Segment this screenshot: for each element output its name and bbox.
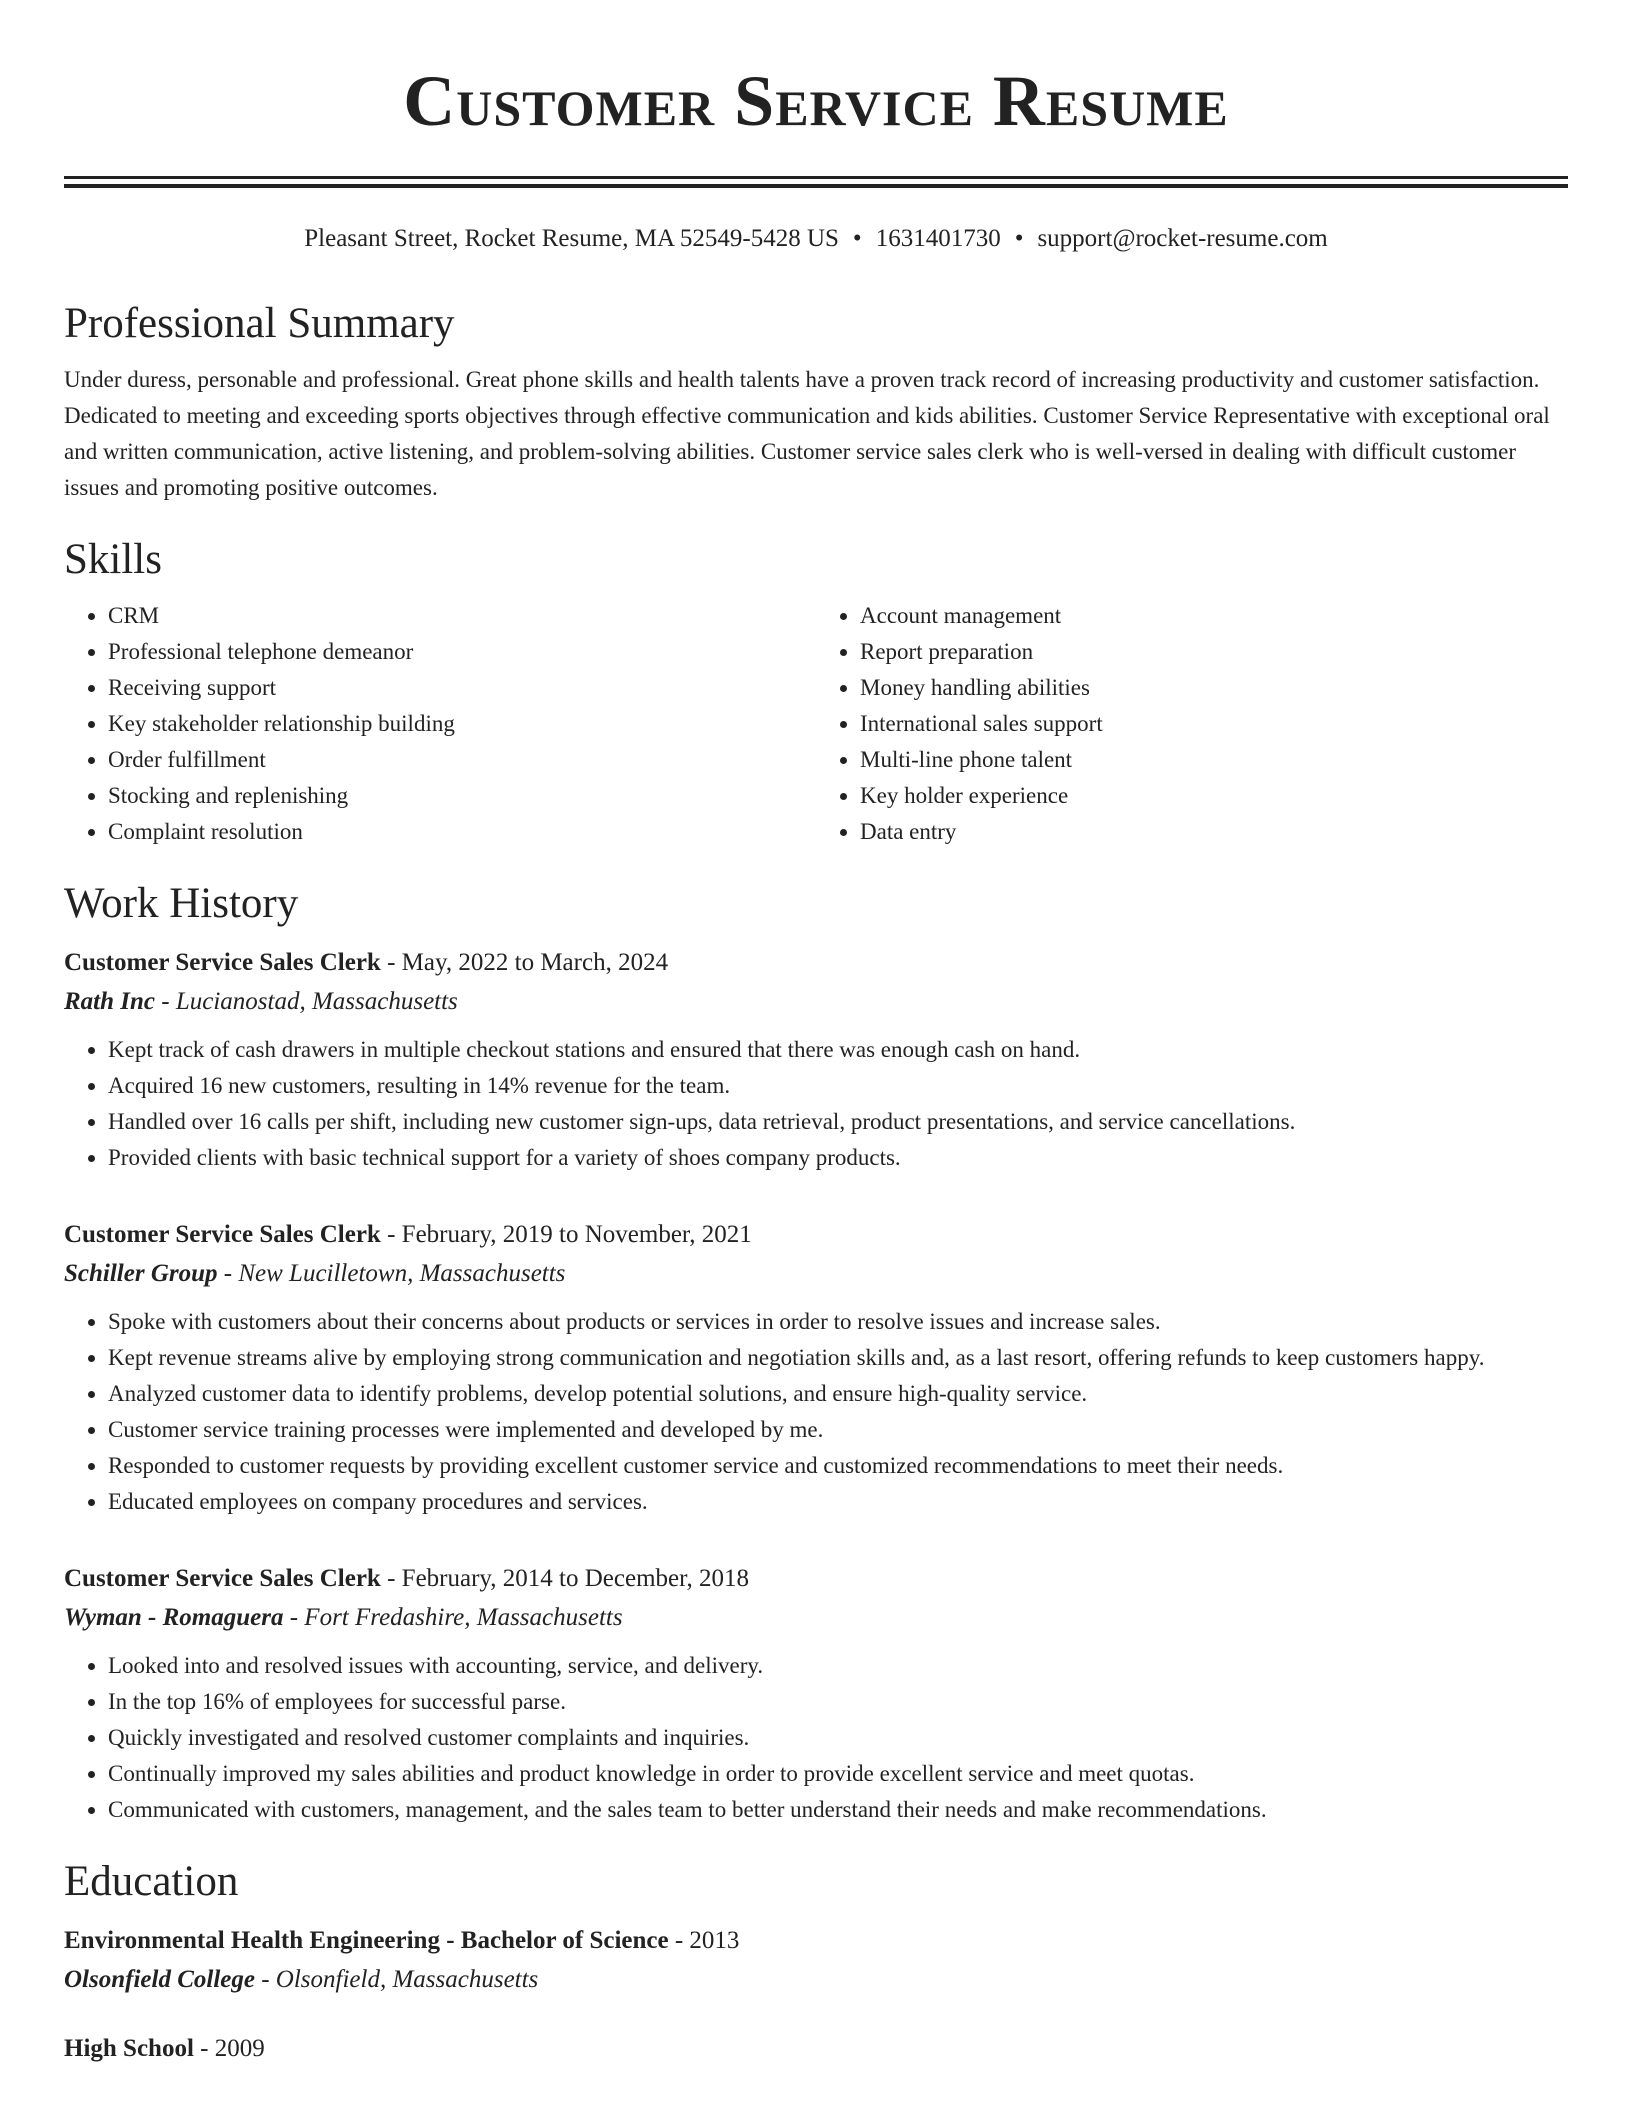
job-company-line — [64, 1254, 1568, 1294]
education-header — [64, 2030, 1568, 2068]
job-bullet: • Customer service training processes were implemented and developed by me. — [108, 1412, 1568, 1448]
job-location: - New Lucilletown, Massachusetts — [217, 1260, 566, 1287]
job-role: Customer Service Sales Clerk — [64, 1221, 381, 1248]
contact-phone: 1631401730 — [875, 225, 1001, 252]
summary-heading: Professional Summary — [64, 300, 455, 347]
job-role: Customer Service Sales Clerk — [64, 949, 381, 976]
education-year: - 2009 — [193, 2035, 265, 2062]
title-divider-bottom — [64, 184, 1568, 188]
job-bullets — [64, 1304, 1568, 1520]
job-company: Schiller Group — [64, 1260, 218, 1287]
resume-page — [64, 0, 1568, 2068]
job-bullet: • Kept revenue streams alive by employing strong communication and negotiation skills and, as a last resort, offering refunds to keep customers happy. — [108, 1340, 1568, 1376]
education-heading: Education — [64, 1858, 239, 1905]
skill-item: • CRM — [108, 598, 816, 634]
job-entry — [64, 944, 1568, 1176]
job-bullet: • Looked into and resolved issues with accounting, service, and delivery. — [108, 1648, 1568, 1684]
job-bullet: • Quickly investigated and resolved customer complaints and inquiries. — [108, 1720, 1568, 1756]
job-entry — [64, 1560, 1568, 1828]
job-company-line — [64, 982, 1568, 1022]
education-degree: High School — [64, 2035, 194, 2062]
skill-item: • Stocking and replenishing — [108, 778, 816, 814]
job-bullet: • Communicated with customers, management, and the sales team to better understand their needs and make recommendations. — [108, 1792, 1568, 1828]
skills-heading: Skills — [64, 536, 162, 583]
skill-item: • Data entry — [860, 814, 1568, 850]
job-company: Rath Inc — [64, 988, 156, 1015]
job-bullet: • Educated employees on company procedures and services. — [108, 1484, 1568, 1520]
skill-item: • Report preparation — [860, 634, 1568, 670]
skill-item: • Complaint resolution — [108, 814, 816, 850]
job-company-line — [64, 1598, 1568, 1638]
contact-address: Pleasant Street, Rocket Resume, MA 52549-5428 US — [304, 225, 839, 252]
job-dates: - February, 2014 to December, 2018 — [380, 1565, 749, 1592]
education-year: - 2013 — [668, 1927, 740, 1954]
summary-text: Under duress, personable and professional. Great phone skills and health talents have a proven track record of increasing productivity and customer satisfaction. Dedicated to meeting and exceeding sports objectives through effective communication and kids abilities. Customer Service Representative with exceptional oral and written communication, active listening, and problem-solving abilities. Customer service sales clerk who is well-versed in dealing with difficult customer issues and promoting positive outcomes. — [64, 367, 1550, 500]
job-role: Customer Service Sales Clerk — [64, 1565, 381, 1592]
job-bullet: • Spoke with customers about their concerns about products or services in order to resolve issues and increase sales. — [108, 1304, 1568, 1340]
skill-item: • Receiving support — [108, 670, 816, 706]
job-company: Wyman - Romaguera — [64, 1604, 284, 1631]
skills-columns — [64, 598, 1568, 850]
job-header — [64, 1560, 1568, 1598]
skill-item: • Order fulfillment — [108, 742, 816, 778]
job-bullet: • Kept track of cash drawers in multiple checkout stations and ensured that there was enough cash on hand. — [108, 1032, 1568, 1068]
job-bullet: • Handled over 16 calls per shift, including new customer sign-ups, data retrieval, product presentations, and service cancellations. — [108, 1104, 1568, 1140]
contact-email: support@rocket-resume.com — [1037, 225, 1328, 252]
job-bullets — [64, 1032, 1568, 1176]
education-header — [64, 1922, 1568, 1960]
skill-item: • Key stakeholder relationship building — [108, 706, 816, 742]
education-school: Olsonfield College — [64, 1966, 255, 1993]
education-location: - Olsonfield, Massachusetts — [254, 1966, 539, 1993]
job-header — [64, 1216, 1568, 1254]
job-bullet: • Analyzed customer data to identify problems, develop potential solutions, and ensure high-quality service. — [108, 1376, 1568, 1412]
skill-item: • Account management — [860, 598, 1568, 634]
contact-line — [64, 224, 1568, 254]
job-entry — [64, 1216, 1568, 1520]
job-header — [64, 944, 1568, 982]
education-entry — [64, 2030, 1568, 2068]
contact-separator: • — [852, 225, 862, 252]
skill-item: • Professional telephone demeanor — [108, 634, 816, 670]
job-dates: - February, 2019 to November, 2021 — [380, 1221, 752, 1248]
skill-item: • International sales support — [860, 706, 1568, 742]
job-bullet: • In the top 16% of employees for successful parse. — [108, 1684, 1568, 1720]
skill-item: • Key holder experience — [860, 778, 1568, 814]
job-bullet: • Responded to customer requests by providing excellent customer service and customized recommendations to meet their needs. — [108, 1448, 1568, 1484]
job-location: - Lucianostad, Massachusetts — [155, 988, 458, 1015]
job-location: - Fort Fredashire, Massachusetts — [283, 1604, 623, 1631]
skill-item: • Multi-line phone talent — [860, 742, 1568, 778]
contact-separator: • — [1014, 225, 1024, 252]
job-bullet: • Provided clients with basic technical support for a variety of shoes company products. — [108, 1140, 1568, 1176]
job-bullet: • Continually improved my sales abilities and product knowledge in order to provide excellent service and meet quotas. — [108, 1756, 1568, 1792]
education-degree: Environmental Health Engineering - Bachelor of Science — [64, 1927, 669, 1954]
job-dates: - May, 2022 to March, 2024 — [380, 949, 669, 976]
job-bullets — [64, 1648, 1568, 1828]
skills-list-right — [816, 598, 1568, 850]
job-bullet: • Acquired 16 new customers, resulting in 14% revenue for the team. — [108, 1068, 1568, 1104]
title-divider-top — [64, 176, 1568, 179]
education-entry — [64, 1922, 1568, 2000]
work-history-heading: Work History — [64, 880, 299, 927]
education-school-line — [64, 1960, 1568, 2000]
page-title: Customer Service Resume — [403, 61, 1229, 141]
skill-item: • Money handling abilities — [860, 670, 1568, 706]
skills-list-left — [64, 598, 816, 850]
